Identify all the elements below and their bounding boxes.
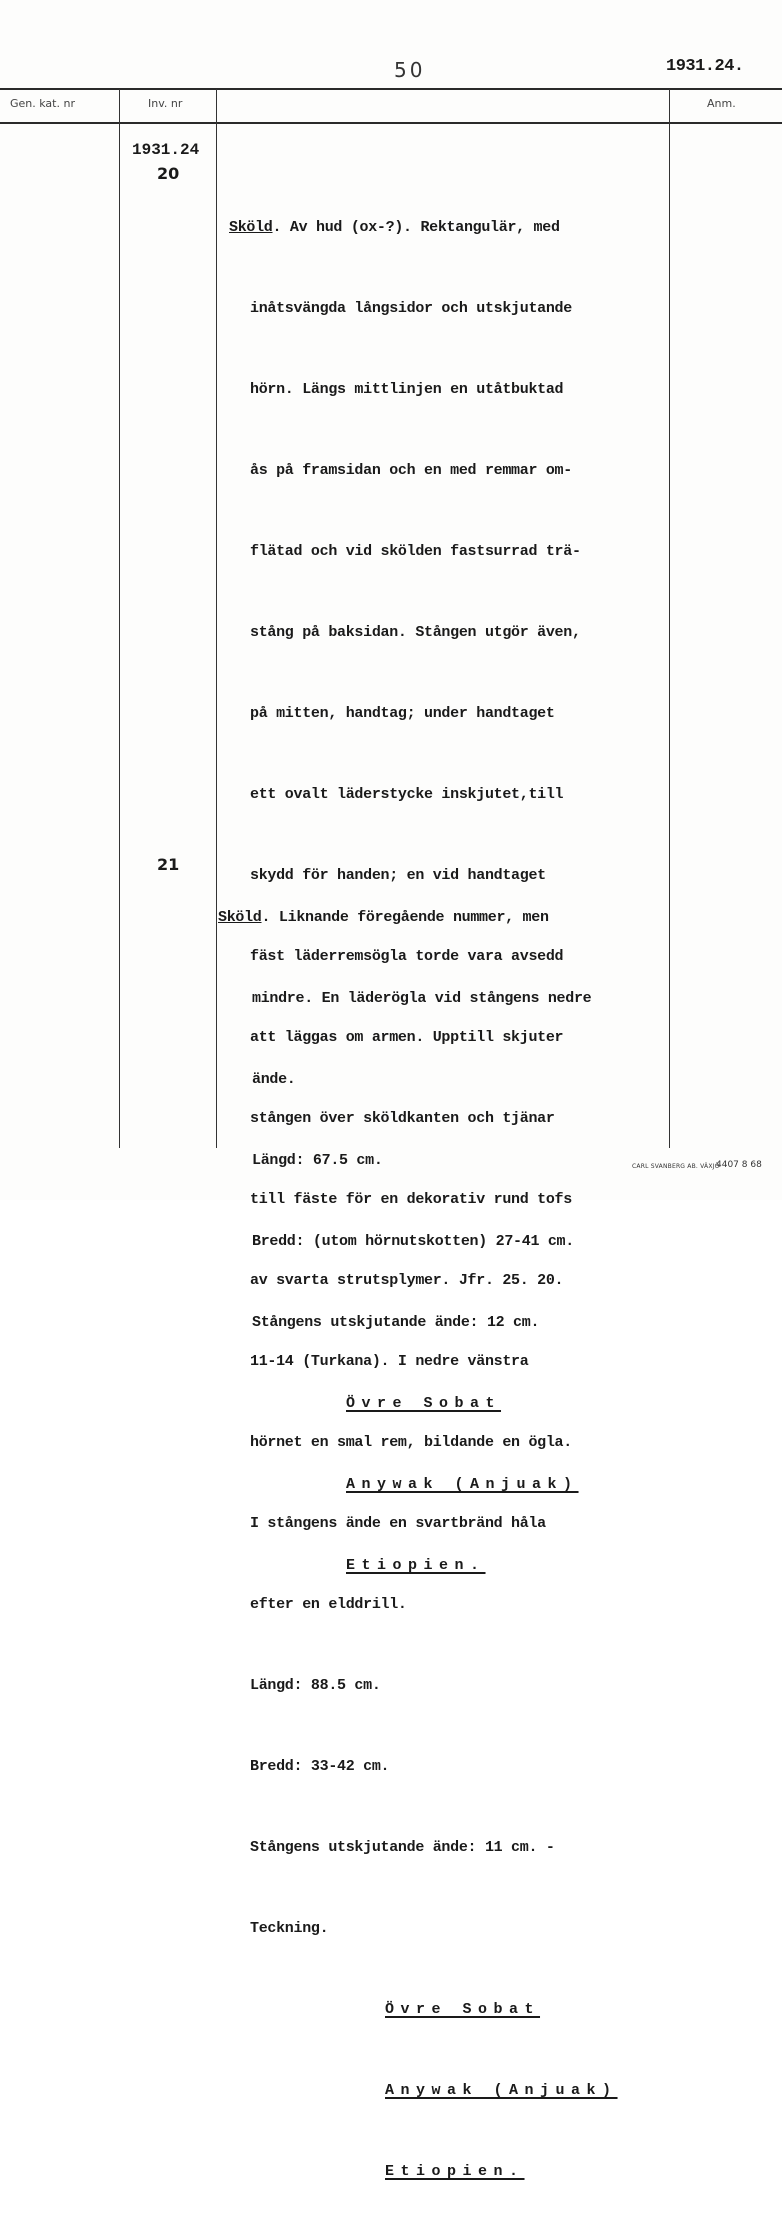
entry-text-line: I stångens ände en svartbränd håla (250, 1515, 546, 1532)
entry-measurement-length: Längd: 88.5 cm. (250, 1677, 381, 1694)
form-code: 4407 8 68 (716, 1160, 762, 1170)
header-bottom-rule (0, 122, 782, 124)
entry-measurement-length: Längd: 67.5 cm. (252, 1152, 383, 1169)
inventory-number: 21 (157, 855, 180, 874)
entry-title: Sköld (218, 909, 262, 926)
catalog-entry-21 (218, 850, 591, 1633)
entry-text-line: flätad och vid skölden fastsurrad trä- (250, 543, 581, 560)
entry-text-line: till fäste för en dekorativ rund tofs (250, 1191, 572, 1208)
entry-first-line (218, 904, 591, 931)
entry-text-line: efter en elddrill. (250, 1596, 407, 1613)
entry-drawing-note: Teckning. (250, 1920, 329, 1937)
catalog-reference: 1931.24. (666, 57, 744, 76)
entry-text-line: . Av hud (ox-?). Rektangulär, med (272, 219, 560, 236)
column-divider-inv-desc (216, 89, 217, 1148)
entry-text-line: inåtsvängda långsidor och utskjutande (250, 300, 572, 317)
entry-measurement-width: Bredd: 33-42 cm. (250, 1758, 390, 1775)
location-region: Övre Sobat (346, 1395, 502, 1412)
header-top-rule (0, 88, 782, 90)
entry-first-line (229, 214, 618, 241)
entry-text-line: av svarta strutsplymer. Jfr. 25. 20. (250, 1272, 564, 1289)
entry-measurement-shaft: Stångens utskjutande ände: 11 cm. - (250, 1839, 555, 1856)
location-region: Övre Sobat (385, 2001, 541, 2018)
location-people: Anywak (Anjuak) (385, 2082, 618, 2099)
entry-text-line: hörnet en smal rem, bildande en ögla. (250, 1434, 572, 1451)
page-number: 50 (394, 58, 426, 82)
entry-text-line: fäst läderremsögla torde vara avsedd (250, 948, 564, 965)
column-divider-gen-inv (119, 89, 120, 1148)
location-country: Etiopien. (346, 1557, 486, 1574)
entry-text-line: stången över sköldkanten och tjänar (250, 1110, 555, 1127)
entry-title: Sköld (229, 219, 273, 236)
location-people: Anywak (Anjuak) (346, 1476, 579, 1493)
inventory-number: 20 (157, 164, 180, 183)
entry-text-line: . Liknande föregående nummer, men (261, 909, 549, 926)
location-country: Etiopien. (385, 2163, 525, 2180)
entry-text-line: 11-14 (Turkana). I nedre vänstra (250, 1353, 529, 1370)
column-header-inv-nr: Inv. nr (148, 97, 183, 110)
entry-text-line: hörn. Längs mittlinjen en utåtbuktad (250, 381, 564, 398)
entry-text-line: ände. (252, 1071, 296, 1088)
entry-text-line: att läggas om armen. Upptill skjuter (250, 1029, 564, 1046)
entry-measurement-width: Bredd: (utom hörnutskotten) 27-41 cm. (252, 1233, 574, 1250)
entry-text-line: ås på framsidan och en med remmar om- (250, 462, 572, 479)
entry-text-line: ett ovalt läderstycke inskjutet,till (250, 786, 564, 803)
entry-text-line: på mitten, handtag; under handtaget (250, 705, 555, 722)
inventory-year: 1931.24 (132, 141, 200, 159)
printer-imprint: CARL SVANBERG AB. VÄXJÖ (632, 1163, 720, 1170)
entry-text-line: stång på baksidan. Stången utgör även, (250, 624, 581, 641)
column-header-gen-kat-nr: Gen. kat. nr (10, 97, 75, 110)
column-header-anm: Anm. (707, 97, 736, 110)
column-divider-desc-anm (669, 89, 670, 1148)
entry-text-line: mindre. En läderögla vid stångens nedre (252, 990, 592, 1007)
entry-text-line: skydd för handen; en vid handtaget (250, 867, 546, 884)
entry-measurement-shaft: Stångens utskjutande ände: 12 cm. (252, 1314, 540, 1331)
